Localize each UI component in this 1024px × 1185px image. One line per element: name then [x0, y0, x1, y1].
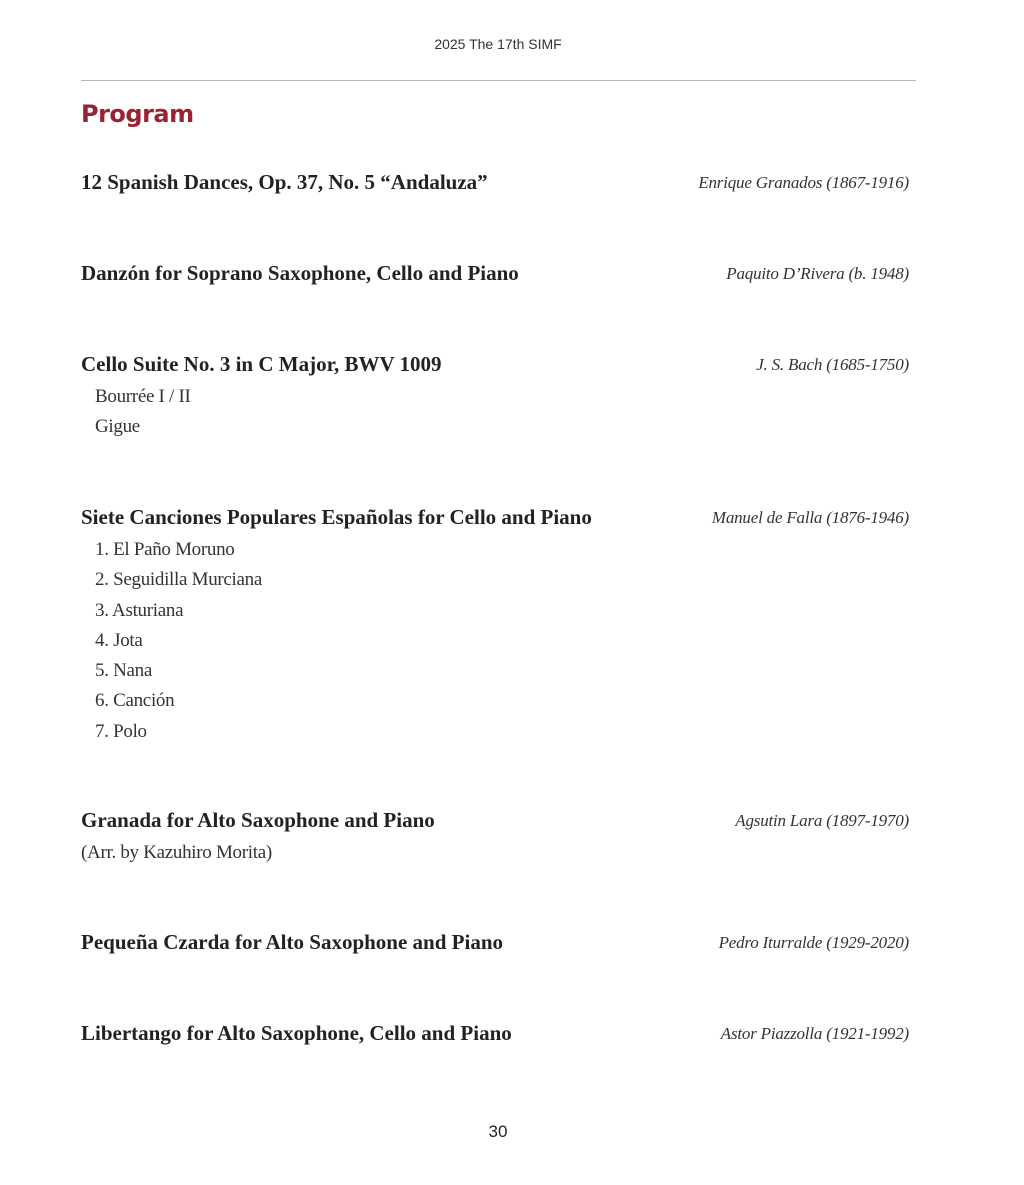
running-header: 2025 The 17th SIMF: [434, 36, 562, 52]
program-item-d-rivera: [81, 261, 909, 291]
program-item-lara: [81, 808, 909, 868]
arrangement-note: (Arr. by Kazuhiro Morita): [81, 842, 272, 863]
page-number: 30: [488, 1122, 508, 1141]
program-item-piazzolla: [81, 1021, 909, 1051]
movement-item: 5. Nana: [95, 660, 152, 682]
movement-item: 7. Polo: [95, 720, 147, 742]
movement-item: 3. Asturiana: [95, 599, 184, 621]
composer: Astor Piazzolla (1921-1992): [720, 1024, 909, 1043]
program-item-bach: [81, 352, 909, 443]
piece-title: Danzón for Soprano Saxophone, Cello and Piano: [81, 261, 519, 285]
movement-item: Bourrée I / II: [95, 386, 191, 407]
composer: J. S. Bach (1685-1750): [756, 355, 909, 374]
piece-title: Cello Suite No. 3 in C Major, BWV 1009: [81, 352, 442, 376]
piece-title: Pequeña Czarda for Alto Saxophone and Piano: [81, 930, 503, 954]
movement-item: 4. Jota: [95, 629, 143, 651]
movement-item: 6. Canción: [95, 690, 175, 712]
composer: Paquito D’Rivera (b. 1948): [726, 264, 909, 283]
program-item-granados: [81, 170, 909, 200]
section-title: Program: [81, 100, 194, 128]
composer: Pedro Iturralde (1929-2020): [718, 933, 909, 952]
composer: Agsutin Lara (1897-1970): [735, 811, 909, 830]
movement-item: Gigue: [95, 416, 140, 438]
program-item-de-falla: [81, 505, 909, 747]
piece-title: Libertango for Alto Saxophone, Cello and Piano: [81, 1021, 512, 1045]
movement-item: 1. El Paño Moruno: [95, 539, 235, 560]
piece-title: Granada for Alto Saxophone and Piano: [81, 808, 435, 832]
composer: Manuel de Falla (1876-1946): [711, 508, 909, 527]
movement-item: 2. Seguidilla Murciana: [95, 569, 262, 591]
piece-title: Siete Canciones Populares Españolas for Cello and Piano: [81, 505, 592, 529]
piece-title: 12 Spanish Dances, Op. 37, No. 5 “Andaluza”: [81, 170, 488, 194]
composer: Enrique Granados (1867-1916): [698, 173, 909, 192]
header-divider: [81, 80, 916, 81]
program-item-iturralde: [81, 930, 909, 960]
